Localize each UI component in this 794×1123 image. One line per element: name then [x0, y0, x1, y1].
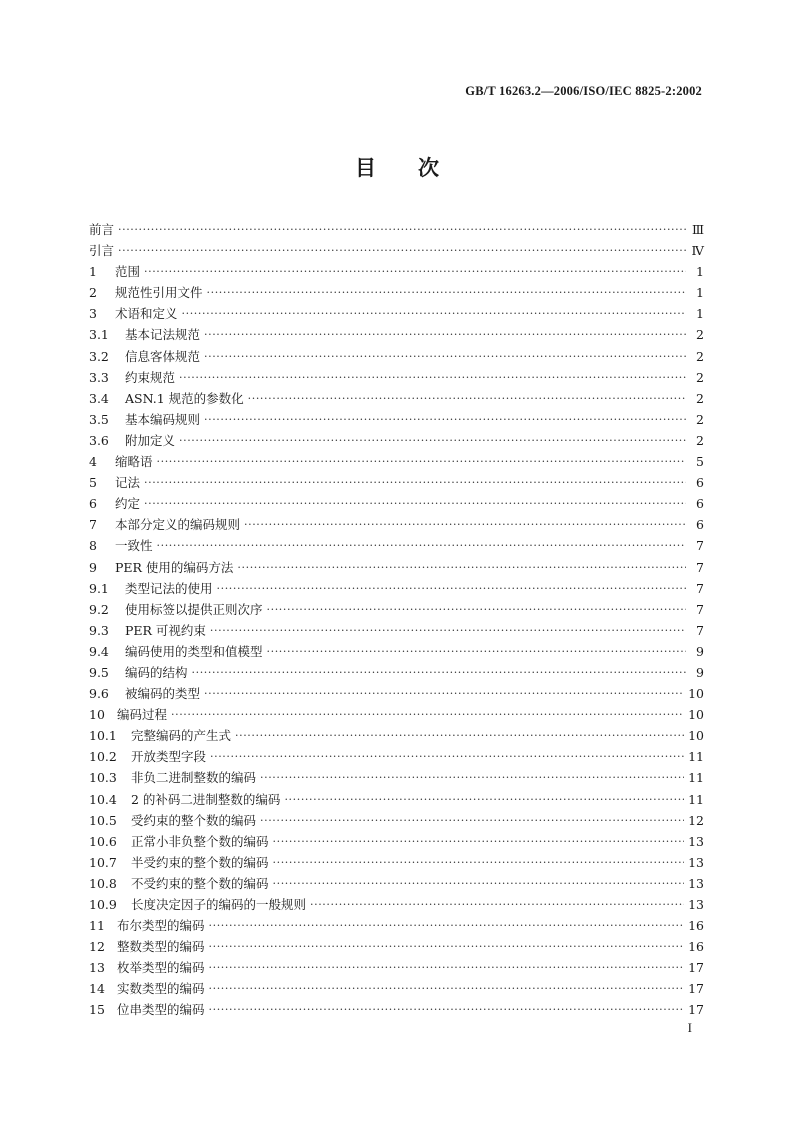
toc-entry-title: 编码的结构: [125, 664, 188, 680]
toc-dot-leader: [171, 704, 684, 725]
toc-dot-leader: [204, 683, 684, 704]
toc-dot-leader: [210, 620, 686, 641]
toc-entry-title: 基本记法规范: [125, 327, 201, 343]
toc-entry-title: 编码使用的类型和值模型: [125, 643, 263, 659]
toc-entry[interactable]: [89, 451, 704, 472]
toc-entry[interactable]: [89, 324, 704, 345]
toc-entry-page: 13: [688, 875, 704, 891]
toc-entry-number: 10.9: [89, 897, 117, 912]
toc-entry-title: 长度决定因子的编码的一般规则: [131, 897, 307, 912]
toc-entry[interactable]: [89, 704, 704, 725]
toc-entry[interactable]: [89, 367, 704, 388]
toc-entry-title: 信息客体规范: [125, 348, 201, 364]
toc-dot-leader: [273, 831, 685, 852]
toc-entry-page: 6: [696, 496, 704, 512]
toc-entry-title: 范围: [115, 264, 141, 280]
toc-dot-leader: [144, 261, 686, 282]
toc-dot-leader: [204, 346, 686, 367]
toc-dot-leader: [244, 514, 686, 535]
toc-entry-number: 9.5: [89, 664, 109, 680]
toc-entry-page: 2: [696, 348, 704, 364]
toc-entry-page: Ⅲ: [691, 222, 704, 237]
page-number: I: [687, 1020, 692, 1035]
toc-entry-number: 3.2: [89, 348, 109, 364]
toc-entry-page: 2: [696, 369, 704, 385]
toc-entry[interactable]: [89, 240, 704, 261]
toc-entry-number: 10: [89, 707, 105, 723]
toc-dot-leader: [179, 430, 686, 451]
toc-entry-number: 8: [89, 538, 97, 554]
toc-entry-number: 3: [89, 306, 97, 322]
toc-entry[interactable]: [89, 599, 704, 620]
toc-entry-page: 7: [696, 622, 704, 638]
toc-entry-number: 13: [89, 960, 105, 976]
document-standard-number: GB/T 16263.2—2006/ISO/IEC 8825-2:2002: [465, 84, 702, 98]
toc-entry-number: 10.8: [89, 875, 117, 891]
toc-entry-page: 1: [696, 264, 704, 280]
toc-entry-title: 布尔类型的编码: [117, 918, 205, 934]
toc-entry-number: 3.6: [89, 432, 109, 448]
toc-dot-leader: [267, 641, 686, 662]
toc-entry[interactable]: [89, 810, 704, 831]
toc-entry-title: 整数类型的编码: [117, 939, 205, 955]
toc-entry-page: 6: [696, 475, 704, 491]
toc-entry-number: 10.6: [89, 833, 117, 849]
toc-dot-leader: [192, 662, 686, 683]
toc-entry[interactable]: [89, 852, 704, 873]
toc-entry[interactable]: [89, 936, 704, 957]
toc-entry-number: 10.7: [89, 854, 117, 870]
toc-entry-title: 约定: [115, 496, 141, 512]
toc-entry[interactable]: [89, 557, 704, 578]
toc-entry-title: 引言: [89, 243, 115, 259]
toc-entry[interactable]: [89, 978, 704, 999]
toc-dot-leader: [237, 557, 686, 578]
toc-entry-number: 9.2: [89, 601, 109, 617]
toc-entry-title: 开放类型字段: [131, 749, 207, 765]
toc-entry-title: 受约束的整个数的编码: [131, 812, 257, 828]
toc-entry[interactable]: [89, 493, 704, 514]
toc-entry-page: 2: [696, 327, 704, 343]
toc-entry[interactable]: [89, 873, 704, 894]
toc-entry-title: ASN.1 规范的参数化: [125, 390, 244, 406]
toc-entry-title: 附加定义: [125, 432, 176, 448]
toc-entry-title: 位串类型的编码: [117, 1002, 205, 1018]
toc-entry-title: PER 可视约束: [125, 622, 206, 638]
toc-entry-number: 7: [89, 517, 97, 533]
toc-dot-leader: [273, 852, 685, 873]
toc-entry-title: 实数类型的编码: [117, 981, 205, 997]
toc-entry-page: 13: [688, 897, 704, 912]
toc-entry[interactable]: [89, 746, 704, 767]
toc-entry-number: 9.1: [89, 580, 109, 596]
toc-entry[interactable]: [89, 514, 704, 535]
toc-entry-page: 13: [688, 833, 704, 849]
toc-entry-number: 4: [89, 454, 97, 470]
table-of-contents: [89, 219, 704, 1021]
toc-entry-page: 17: [688, 960, 704, 976]
toc-entry[interactable]: [89, 535, 704, 556]
toc-entry-number: 3.1: [89, 327, 109, 343]
toc-dot-leader: [235, 725, 684, 746]
toc-dot-leader: [210, 746, 684, 767]
toc-dot-leader: [209, 957, 685, 978]
toc-entry-page: 11: [688, 791, 704, 807]
page-title: 目次: [355, 156, 481, 180]
toc-entry-page: 7: [696, 538, 704, 554]
toc-entry-title: 一致性: [115, 538, 153, 554]
toc-entry-title: 正常小非负整个数的编码: [131, 833, 269, 849]
toc-dot-leader: [204, 324, 686, 345]
toc-entry-title: 本部分定义的编码规则: [115, 517, 241, 533]
toc-entry[interactable]: [89, 430, 704, 451]
toc-entry-page: 7: [696, 580, 704, 596]
toc-entry[interactable]: [89, 388, 704, 409]
toc-dot-leader: [179, 367, 686, 388]
toc-entry-number: 9.3: [89, 622, 109, 638]
toc-entry-page: 11: [688, 749, 704, 765]
toc-entry-page: 2: [696, 432, 704, 448]
toc-dot-leader: [209, 978, 685, 999]
toc-entry-number: 2: [89, 285, 97, 301]
toc-entry-page: 6: [696, 517, 704, 533]
toc-entry[interactable]: [89, 219, 704, 240]
toc-entry-title: 2 的补码二进制整数的编码: [131, 791, 281, 807]
toc-entry-number: 10.2: [89, 749, 117, 765]
toc-dot-leader: [204, 409, 686, 430]
toc-entry-title: 类型记法的使用: [125, 580, 213, 596]
toc-entry-number: 3.4: [89, 390, 109, 406]
toc-entry[interactable]: [89, 346, 704, 367]
toc-entry[interactable]: [89, 472, 704, 493]
toc-entry[interactable]: [89, 767, 704, 788]
toc-entry-page: 16: [688, 939, 704, 955]
toc-entry-title: 完整编码的产生式: [131, 728, 232, 744]
toc-entry[interactable]: [89, 282, 704, 303]
toc-entry-title: 基本编码规则: [125, 411, 201, 427]
toc-entry[interactable]: [89, 683, 704, 704]
toc-entry-number: 1: [89, 264, 97, 280]
toc-dot-leader: [144, 493, 686, 514]
toc-entry-page: 17: [688, 981, 704, 997]
toc-entry-page: 10: [688, 728, 704, 744]
toc-entry-page: 17: [688, 1002, 704, 1018]
toc-dot-leader: [273, 873, 685, 894]
toc-dot-leader: [182, 303, 686, 324]
toc-entry[interactable]: [89, 409, 704, 430]
toc-entry-number: 9: [89, 559, 97, 575]
toc-entry-page: 9: [696, 643, 704, 659]
toc-entry-title: 记法: [115, 475, 141, 491]
toc-entry-number: 12: [89, 939, 105, 955]
toc-entry[interactable]: [89, 789, 704, 810]
toc-entry-number: 11: [89, 918, 105, 934]
toc-entry-page: 7: [696, 559, 704, 575]
toc-entry[interactable]: [89, 620, 704, 641]
toc-entry[interactable]: [89, 725, 704, 746]
toc-dot-leader: [284, 789, 684, 810]
toc-entry-title: 缩略语: [115, 454, 153, 470]
toc-entry[interactable]: [89, 261, 704, 282]
toc-entry-title: 前言: [89, 222, 115, 237]
toc-entry-page: 9: [696, 664, 704, 680]
toc-dot-leader: [260, 810, 684, 831]
toc-entry[interactable]: [89, 957, 704, 978]
toc-entry-number: 10.4: [89, 791, 117, 807]
toc-entry-title: 术语和定义: [115, 306, 178, 322]
toc-entry-title: 枚举类型的编码: [117, 960, 205, 976]
toc-entry[interactable]: [89, 662, 704, 683]
toc-dot-leader: [260, 767, 684, 788]
toc-entry-title: 使用标签以提供正则次序: [125, 601, 263, 617]
toc-entry-page: 1: [696, 285, 704, 301]
toc-entry-title: 规范性引用文件: [115, 285, 203, 301]
toc-entry-page: 12: [688, 812, 704, 828]
toc-dot-leader: [157, 535, 686, 556]
toc-entry[interactable]: [89, 999, 704, 1020]
toc-entry-number: 10.1: [89, 728, 117, 744]
toc-entry-number: 14: [89, 981, 105, 997]
toc-entry-number: 3.5: [89, 411, 109, 427]
toc-entry[interactable]: [89, 915, 704, 936]
toc-entry-page: 2: [696, 390, 704, 406]
toc-dot-leader: [207, 282, 686, 303]
toc-entry-title: 编码过程: [117, 707, 168, 723]
toc-entry-number: 15: [89, 1002, 105, 1018]
toc-entry[interactable]: [89, 641, 704, 662]
toc-entry-title: 约束规范: [125, 369, 176, 385]
toc-entry-number: 5: [89, 475, 97, 491]
toc-entry-page: 10: [688, 686, 704, 702]
toc-dot-leader: [144, 472, 686, 493]
toc-dot-leader: [118, 219, 686, 240]
toc-entry[interactable]: [89, 894, 704, 915]
toc-dot-leader: [209, 915, 685, 936]
toc-entry-number: 3.3: [89, 369, 109, 385]
toc-dot-leader: [118, 240, 686, 261]
toc-dot-leader: [310, 894, 684, 915]
toc-entry-page: 10: [688, 707, 704, 723]
toc-entry-title: 不受约束的整个数的编码: [131, 875, 269, 891]
toc-entry-number: 9.6: [89, 686, 109, 702]
toc-entry[interactable]: [89, 831, 704, 852]
toc-dot-leader: [217, 578, 686, 599]
toc-dot-leader: [248, 388, 686, 409]
toc-entry-number: 6: [89, 496, 97, 512]
toc-entry-title: 被编码的类型: [125, 686, 201, 702]
toc-entry[interactable]: [89, 303, 704, 324]
toc-entry-page: 13: [688, 854, 704, 870]
toc-entry-title: 非负二进制整数的编码: [131, 770, 257, 786]
toc-entry-page: 7: [696, 601, 704, 617]
toc-entry-page: 2: [696, 411, 704, 427]
toc-entry-page: 16: [688, 918, 704, 934]
toc-entry[interactable]: [89, 578, 704, 599]
toc-entry-page: 5: [696, 454, 704, 470]
toc-dot-leader: [157, 451, 686, 472]
toc-entry-page: Ⅳ: [691, 243, 704, 259]
toc-entry-title: 半受约束的整个数的编码: [131, 854, 269, 870]
toc-entry-number: 9.4: [89, 643, 109, 659]
toc-entry-number: 10.5: [89, 812, 117, 828]
toc-entry-title: PER 使用的编码方法: [115, 559, 234, 575]
toc-dot-leader: [267, 599, 686, 620]
toc-entry-number: 10.3: [89, 770, 117, 786]
toc-entry-page: 1: [696, 306, 704, 322]
toc-dot-leader: [209, 936, 685, 957]
toc-dot-leader: [209, 999, 685, 1020]
toc-entry-page: 11: [688, 770, 704, 786]
